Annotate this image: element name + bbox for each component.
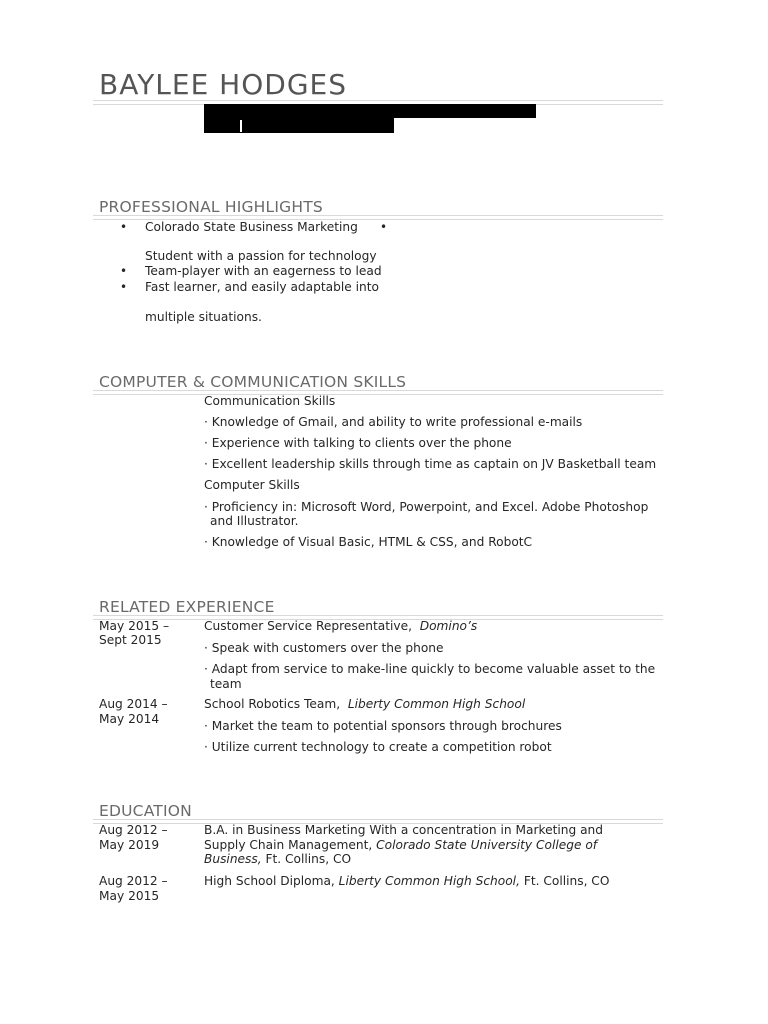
edu-school: Colorado State University College of: [376, 838, 598, 852]
skill-item: · Excellent leadership skills through time as captain on JV Basketball team: [204, 457, 657, 471]
redacted-contact-bar: [204, 104, 536, 118]
skill-item: · Knowledge of Visual Basic, HTML & CSS, and RobotC: [204, 535, 533, 549]
section-heading-experience: RELATED EXPERIENCE: [99, 598, 275, 616]
highlight-item-2: Team-player with an eagerness to lead: [145, 264, 382, 278]
edu-location: Ft. Collins, CO: [523, 874, 610, 888]
edu-date-end: May 2015: [99, 889, 160, 903]
edu-diploma: [204, 874, 609, 889]
subheading-computer-skills: Computer Skills: [204, 478, 300, 492]
section-rule-skills: [93, 390, 663, 395]
edu-school-cont: Business,: [204, 852, 262, 866]
edu-degree-line1: B.A. in Business Marketing With a concentration in Marketing and: [204, 823, 604, 837]
redacted-contact-bar-2: [204, 118, 394, 133]
bullet-dot: •: [380, 220, 388, 234]
job-bullet: · Market the team to potential sponsors through brochures: [204, 719, 562, 733]
edu-degree-line2: [204, 838, 597, 853]
job-title: [204, 619, 477, 634]
job-date-end: May 2014: [99, 712, 160, 726]
bullet-dot: •: [120, 220, 128, 234]
subheading-communication-skills: Communication Skills: [204, 394, 336, 408]
edu-school: Liberty Common High School,: [338, 874, 520, 888]
highlight-item-3-cont: multiple situations.: [145, 310, 262, 324]
bullet-dot: •: [120, 280, 128, 294]
section-heading-highlights: PROFESSIONAL HIGHLIGHTS: [99, 198, 323, 216]
job-bullet: · Utilize current technology to create a competition robot: [204, 740, 552, 754]
job-org: Liberty Common High School: [347, 697, 526, 711]
job-title: [204, 697, 525, 712]
resume-name: BAYLEE HODGES: [99, 68, 347, 101]
skill-item-cont: and Illustrator.: [210, 514, 299, 528]
job-org: Domino’s: [419, 619, 478, 633]
skill-item: · Proficiency in: Microsoft Word, Powerpoint, and Excel. Adobe Photoshop: [204, 500, 649, 514]
job-title-text: School Robotics Team,: [204, 697, 341, 711]
job-title-text: Customer Service Representative,: [204, 619, 412, 633]
highlight-item-1: Colorado State Business Marketing: [145, 220, 358, 234]
skill-item: · Knowledge of Gmail, and ability to write professional e-mails: [204, 415, 583, 429]
edu-location: Ft. Collins, CO: [265, 852, 352, 866]
job-bullet-cont: team: [210, 677, 242, 691]
job-date-start: Aug 2014 –: [99, 697, 168, 711]
job-date-start: May 2015 –: [99, 619, 170, 633]
edu-diploma-text: High School Diploma,: [204, 874, 335, 888]
highlight-item-3: Fast learner, and easily adaptable into: [145, 280, 379, 294]
edu-degree-line3: [204, 852, 351, 867]
edu-date-start: Aug 2012 –: [99, 874, 168, 888]
edu-degree-text: Supply Chain Management,: [204, 838, 373, 852]
job-bullet: · Adapt from service to make-line quickly to become valuable asset to the: [204, 662, 656, 676]
edu-date-start: Aug 2012 –: [99, 823, 168, 837]
highlight-item-1-cont: Student with a passion for technology: [145, 249, 377, 263]
job-bullet: · Speak with customers over the phone: [204, 641, 444, 655]
redaction-gap: [240, 120, 242, 132]
job-date-end: Sept 2015: [99, 633, 162, 647]
edu-date-end: May 2019: [99, 838, 160, 852]
bullet-dot: •: [120, 264, 128, 278]
section-heading-education: EDUCATION: [99, 802, 192, 820]
skill-item: · Experience with talking to clients over the phone: [204, 436, 512, 450]
section-heading-skills: COMPUTER & COMMUNICATION SKILLS: [99, 373, 407, 391]
